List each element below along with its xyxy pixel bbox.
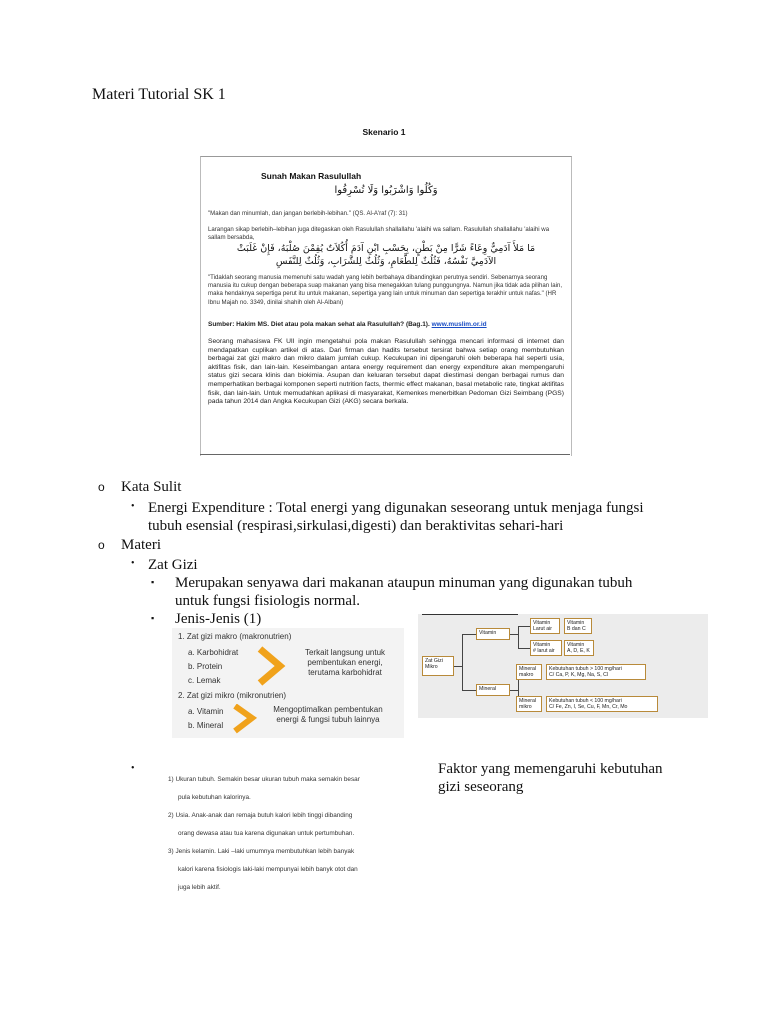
scenario-title: Sunah Makan Rasulullah xyxy=(261,171,362,181)
lemak-label: c. Lemak xyxy=(188,676,221,685)
bullet-square: ▪ xyxy=(151,577,155,587)
verse-translation: "Makan dan minumlah, dan jangan berlebih-lebihan." (QS. Al-A'raf (7): 31) xyxy=(208,210,408,217)
tree-root-line-2: Mikro xyxy=(425,664,438,670)
hadith-translation: "Tidaklah seorang manusia memenuhi satu wadah yang lebih berbahaya dibandingkan perutnya sendiri. Sebenarnya seorang manusia itu cukup dengan beberapa suap makanan yang bisa menegakkan tulang punggungnya. Namun jika tidak ada pilihan lain, maka hendaknya sepertiga perut itu untuk makanan, sepertiga yang lain untuk minuman dan sepertiga terakhir untuk nafas." (HR Ibnu Majah no. 3349, dinilai shahih oleh Al-Albani) xyxy=(208,274,563,306)
tree-mineral-mikro-detail xyxy=(546,696,658,712)
scenario-body: Seorang mahasiswa FK UII ingin mengetahui pola makan Rasulullah sehingga mencari informasi di internet dan mendapatkan cuplikan artikel di atas. Dari firman dan hadits tersebut tersirat bahwa setiap orang membutuhkan berbagai zat gizi makro dan mikro dalam jumlah cukup. Kecukupan ini dipengaruhi oleh beberapa hal seperti usia, aktifitas fisik, dan lain-lain. Keseimbangan antara energy requirement dan energy expenditure akan mempengaruhi status gizi secara klinis dan biokimia. Asupan dan keluaran tersebut dapat diestimasi dengan berbagai rumus dan memperhatikan berbagai komponen seperti nutrition facts, thermic effect makanan, basal metabolic rate, tingkat aktifitas fisik, dan lain-lain. Untuk memudahkan aplikasi di masyarakat, Kemenkes menerbitkan Pedoman Gizi Seimbang (PGS) pada tahun 2014 dan Angka Kecukupan Gizi (AKG) secara berkala. xyxy=(208,338,564,406)
document-title: Materi Tutorial SK 1 xyxy=(92,86,226,103)
image-top-line xyxy=(422,614,518,615)
factor-1-line-2: pula kebutuhan kalorinya. xyxy=(178,794,251,801)
factor-3-line-1: 3) Jenis kelamin. Laki –laki umumnya membutuhkan lebih banyak xyxy=(168,848,355,855)
macro-note-line-2: pembentukan energi, xyxy=(307,658,383,667)
macro-micro-nutrient-image xyxy=(172,628,404,738)
bullet-square: ▪ xyxy=(151,613,155,623)
line: Vitamin xyxy=(533,620,551,626)
bullet-dot: • xyxy=(131,558,135,569)
scenario-divider xyxy=(200,454,570,455)
micro-note xyxy=(258,705,398,725)
connector xyxy=(462,634,463,690)
tree-vitamin-adek xyxy=(564,640,594,656)
line: Mineral xyxy=(519,666,537,672)
zat-gizi-heading: Zat Gizi xyxy=(148,557,198,573)
tree-root xyxy=(422,656,454,676)
connector xyxy=(454,666,462,667)
bullet-o: o xyxy=(98,480,105,494)
micronutrient-tree-image xyxy=(418,614,708,718)
faktor-line-1: Faktor yang memengaruhi kebutuhan xyxy=(438,761,663,777)
macro-note-line-1: Terkait langsung untuk xyxy=(304,648,386,657)
materi-heading: Materi xyxy=(121,537,161,553)
line: Vitamin xyxy=(567,642,585,648)
factor-2-line-1: 2) Usia. Anak-anak dan remaja butuh kalori lebih tinggi dibanding xyxy=(168,812,353,819)
line: B dan C xyxy=(567,626,586,632)
factor-1-line-1: 1) Ukuran tubuh. Semakin besar ukuran tubuh maka semakin besar xyxy=(168,776,360,783)
line: # larut air xyxy=(533,648,555,654)
bullet-o: o xyxy=(98,538,105,552)
line: C/ Ca, P, K, Mg, Na, S, Cl xyxy=(549,672,609,678)
source-link[interactable]: www.muslim.or.id xyxy=(431,321,487,328)
bullet-dot: • xyxy=(131,501,135,512)
factor-3-line-3: juga lebih aktif. xyxy=(178,884,221,891)
connector xyxy=(462,634,476,635)
tree-vitamin-b-c xyxy=(564,618,592,634)
line: Mineral xyxy=(519,698,537,704)
connector xyxy=(518,626,530,627)
macro-note-line-3: terutama karbohidrat xyxy=(308,668,382,677)
factor-2-line-2: orang dewasa atau tua karena digunakan untuk pertumbuhan. xyxy=(178,830,355,837)
connector xyxy=(510,690,518,691)
source-label: Sumber: Hakim MS. Diet atau pola makan sehat ala Rasulullah? (Bag.1). xyxy=(208,321,430,328)
line: Vitamin xyxy=(533,642,551,648)
connector xyxy=(518,626,519,648)
kata-sulit-heading: Kata Sulit xyxy=(121,479,182,495)
line: mikro xyxy=(519,704,532,710)
chevron-right-icon xyxy=(232,704,258,734)
arabic-hadith-line-2: الآدَمِيَّ نَفْسُهُ، فَثُلُثٌ لِلطَّعَامِ، وَثُلُثٌ لِلشَّرَابِ، وَثُلُثٌ لِلنَّفَسِ xyxy=(275,256,497,267)
line: C/ Fe, Zn, I, Se, Cu, F, Mn, Cr, Mo xyxy=(549,704,628,710)
chevron-right-icon xyxy=(256,646,286,686)
arabic-verse: وَكُلُوا وَاشْرَبُوا وَلَا تُسْرِفُوا xyxy=(334,185,438,196)
scenario-image xyxy=(200,156,572,456)
micro-heading: 2. Zat gizi mikro (mikronutrien) xyxy=(178,691,287,700)
tree-mineral: Mineral xyxy=(476,684,510,696)
line: Kebutuhan tubuh < 100 mg/hari xyxy=(549,698,622,704)
arabic-hadith-line-1: مَا مَلأَ آدَمِيٌّ وِعَاءً شَرًّا مِنْ بَطْنٍ، بِحَسْبِ ابْنِ آدَمَ أُكُلاَتٌ يُقِمْنَ صُلْبَهُ، فَإِنْ غَلَبَتْ xyxy=(236,243,536,254)
connector xyxy=(462,690,476,691)
bullet-dot: • xyxy=(131,763,135,774)
skenario-heading: Skenario 1 xyxy=(362,127,406,137)
jenis-jenis-heading: Jenis-Jenis (1) xyxy=(175,611,262,627)
tree-vitamin-larut-air xyxy=(530,618,560,634)
line: Kebutuhan tubuh > 100 mg/hari xyxy=(549,666,622,672)
tree-mineral-mikro xyxy=(516,696,542,712)
line: Larut air xyxy=(533,626,553,632)
protein-label: b. Protein xyxy=(188,662,223,671)
energi-definition-line-1: Energi Expenditure : Total energi yang digunakan seseorang untuk menjaga fungsi xyxy=(148,500,644,516)
macro-note xyxy=(290,648,400,678)
micro-note-line-1: Mengoptimalkan pembentukan xyxy=(273,705,383,714)
line: A, D, E, K xyxy=(567,648,590,654)
connector xyxy=(518,648,530,649)
mineral-label: b. Mineral xyxy=(188,721,224,730)
karbohidrat-label: a. Karbohidrat xyxy=(188,648,239,657)
faktor-line-2: gizi seseorang xyxy=(438,779,524,795)
merupakan-line-1: Merupakan senyawa dari makanan ataupun minuman yang digunakan tubuh xyxy=(175,575,633,591)
line: Vitamin xyxy=(567,620,585,626)
tree-vitamin-tidak-larut-air xyxy=(530,640,562,656)
tree-vitamin: Vitamin xyxy=(476,628,510,640)
tree-mineral-makro-detail xyxy=(546,664,646,680)
energi-definition-line-2: tubuh esensial (respirasi,sirkulasi,digesti) dan beraktivitas sehari-hari xyxy=(148,518,564,534)
tree-mineral-makro xyxy=(516,664,542,680)
vitamin-label: a. Vitamin xyxy=(188,707,224,716)
factors-image xyxy=(160,765,428,897)
macro-heading: 1. Zat gizi makro (makronutrien) xyxy=(178,632,292,641)
factor-3-line-2: kalori karena fisiologis laki-laki mempunyai lebih banyk otot dan xyxy=(178,866,358,873)
merupakan-line-2: untuk fungsi fisiologis normal. xyxy=(175,593,360,609)
tree-root-line-1: Zat Gizi xyxy=(425,658,443,664)
micro-note-line-2: energi & fungsi tubuh lainnya xyxy=(276,715,380,724)
scenario-paragraph-1: Larangan sikap berlebih–lebihan juga ditegaskan oleh Rasulullah shallallahu 'alaihi wa sallam. Rasulullah shallallahu 'alaihi wa sallam bersabda, xyxy=(208,226,550,242)
connector xyxy=(510,634,518,635)
line: makro xyxy=(519,672,534,678)
scenario-source xyxy=(208,321,564,328)
